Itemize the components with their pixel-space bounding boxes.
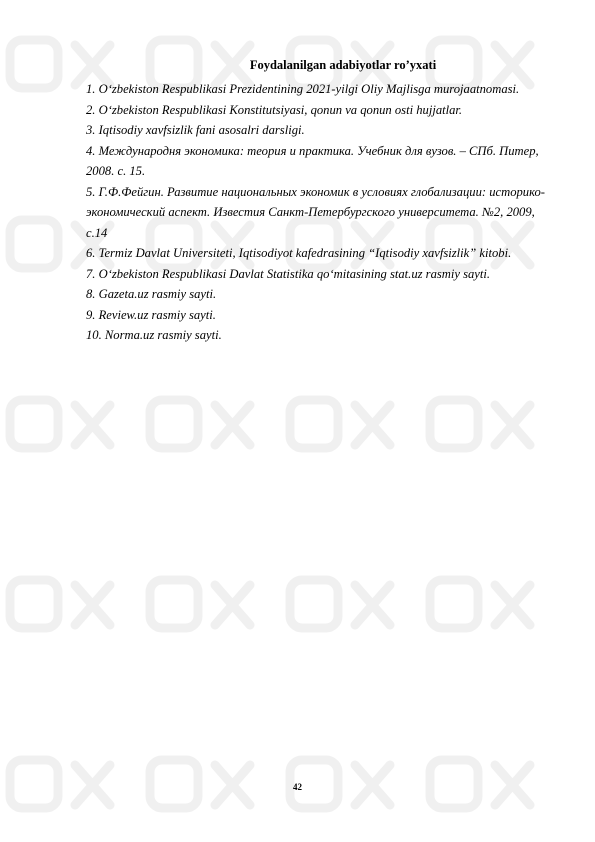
list-item: 5. Г.Ф.Фейгин. Развитие национальных экономик в условиях глобализации: историко-экономический аспект. Известия Санкт-Петербургского университета. №2, 2009, с.14: [86, 184, 545, 240]
list-item: 2. O‘zbekiston Respublikasi Konstitutsiyasi, qonun va qonun osti hujjatlar.: [86, 102, 463, 117]
page-title: Foydalanilgan adabiyotlar ro’yxati: [249, 58, 437, 72]
list-item: 4. Международня экономика: теория и практика. Учебник для вузов. – СПб. Питер, 2008. с. 15.: [86, 143, 539, 178]
page-content: [86, 57, 548, 346]
list-item: 9. Review.uz rasmiy sayti.: [86, 307, 216, 322]
list-item: 8. Gazeta.uz rasmiy sayti.: [86, 287, 217, 301]
list-item: 1. O‘zbekiston Respublikasi Prezidentining 2021-yilgi Oliy Majlisga murojaatnomasi.: [86, 82, 520, 96]
reference-list: [86, 79, 548, 346]
list-item: 7. O‘zbekiston Respublikasi Davlat Statistika qo‘mitasining stat.uz rasmiy sayti.: [86, 266, 491, 281]
list-item: 6. Termiz Davlat Universiteti, Iqtisodiyot kafedrasining “Iqtisodiy xavfsizlik” kitobi.: [86, 246, 512, 260]
page-number: 42: [293, 782, 302, 792]
list-item: 10. Norma.uz rasmiy sayti.: [86, 328, 222, 342]
list-item: 3. Iqtisodiy xavfsizlik fani asosalri darsligi.: [86, 123, 305, 137]
